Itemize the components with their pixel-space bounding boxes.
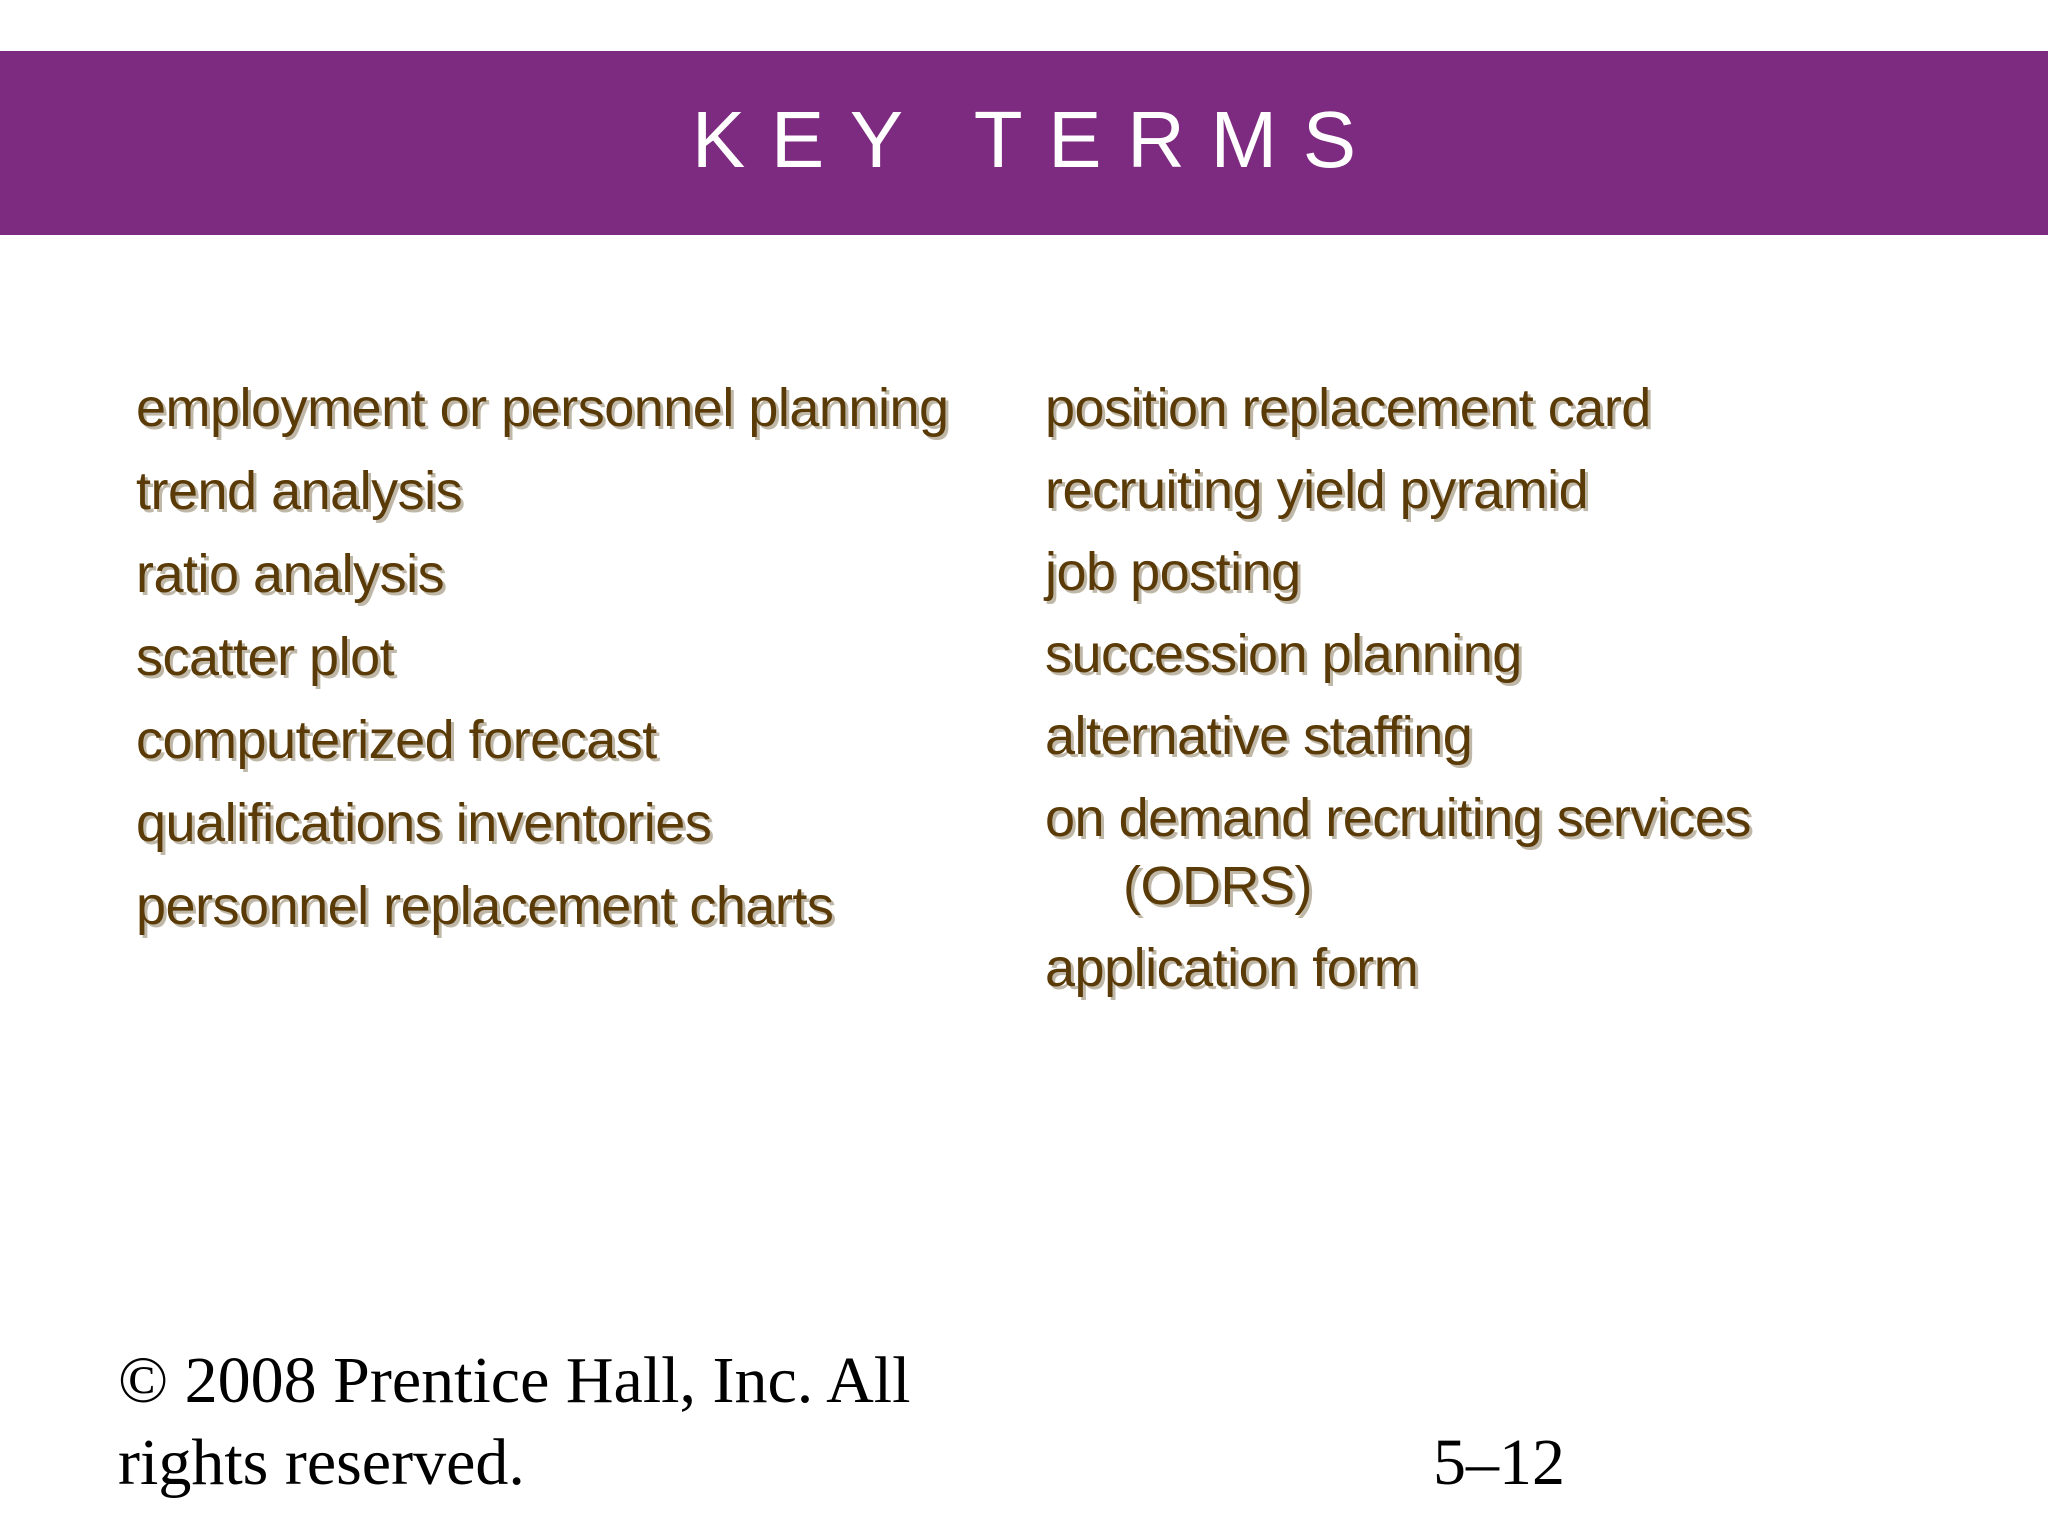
page-number: 5–12	[1433, 1426, 1565, 1499]
key-term: computerized forecast	[136, 710, 657, 770]
key-terms-left-column	[136, 374, 1016, 955]
slide-title: KEY TERMS	[691, 95, 1382, 184]
key-term: position replacement card	[1045, 378, 1651, 438]
copyright-notice: © 2008 Prentice Hall, Inc. All rights reserved.	[118, 1344, 911, 1499]
key-term: ratio analysis	[136, 544, 445, 604]
key-term: job posting	[1045, 542, 1301, 602]
key-term: alternative staffing	[1045, 706, 1473, 766]
title-bar	[0, 51, 2048, 235]
key-term: application form	[1045, 938, 1419, 998]
key-term: on demand recruiting services (ODRS)	[1045, 788, 1751, 916]
key-terms-right-column	[1045, 374, 1945, 1016]
key-term: employment or personnel planning	[136, 378, 949, 438]
key-term: succession planning	[1045, 624, 1522, 684]
key-term: recruiting yield pyramid	[1045, 460, 1589, 520]
key-term: scatter plot	[136, 627, 395, 687]
key-term: trend analysis	[136, 461, 463, 521]
key-term: personnel replacement charts	[136, 876, 834, 936]
key-term: qualifications inventories	[136, 793, 712, 853]
